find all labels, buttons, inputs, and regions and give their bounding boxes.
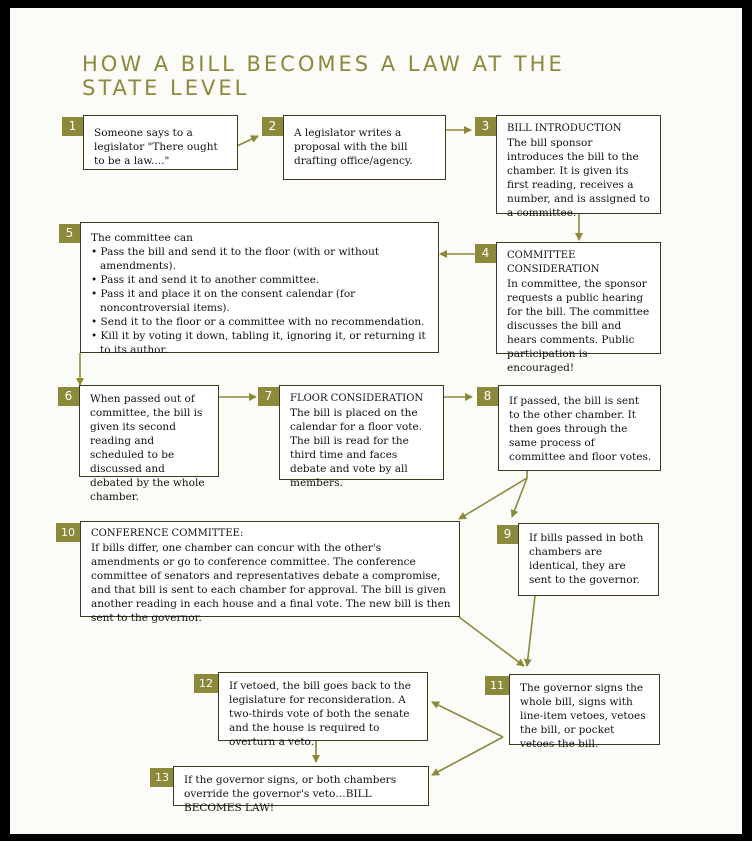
step-1-box (83, 115, 238, 170)
step-7-box (279, 385, 444, 489)
step-2-box (283, 115, 446, 180)
step-8-box (498, 385, 661, 471)
step-1-number: 1 (62, 117, 83, 136)
step-9-number: 9 (497, 525, 518, 544)
step-13-box (173, 766, 429, 814)
step-12-text: If vetoed, the bill goes back to the legislature for reconsideration. A two-thirds vote of both the senate and the house is required to overturn a veto. (229, 680, 411, 748)
step-6-box (79, 385, 219, 503)
step-10-heading: CONFERENCE COMMITTEE: (91, 528, 244, 539)
step-6-text: When passed out of committee, the bill is given its second reading and scheduled to be discussed and debated by the whole chamber. (90, 393, 205, 503)
step-1-text: Someone says to a legislator "There ought to be a law...." (94, 127, 218, 167)
step-12-number: 12 (194, 674, 218, 693)
step-4-heading: COMMITTEE CONSIDERATION (507, 250, 600, 275)
step-3-heading: BILL INTRODUCTION (507, 123, 622, 134)
step-4-text: In committee, the sponsor requests a public hearing for the bill. The committee discusses the bill and hears comments. Public participation is encouraged! (507, 278, 650, 374)
step-5-number: 5 (59, 224, 80, 243)
step-13-number: 13 (150, 768, 174, 787)
step-8-text: If passed, the bill is sent to the other chamber. It then goes through the same process of committee and floor votes. (509, 395, 652, 463)
step-9-text: If bills passed in both chambers are identical, they are sent to the governor. (529, 532, 644, 586)
step-8-number: 8 (477, 387, 498, 406)
step-13-text: If the governor signs, or both chambers override the governor's veto…BILL BECOMES LAW! (184, 774, 397, 814)
step-10-number: 10 (56, 523, 80, 542)
step-3-text: The bill sponsor introduces the bill to the chamber. It is given its first reading, receives a number, and is assigned to a committee. (507, 137, 650, 219)
arrow-8-to-10 (459, 478, 527, 519)
step-4-number: 4 (475, 244, 496, 263)
arrow-1-to-2 (237, 136, 258, 146)
step-5-option: • Pass the bill and send it to the floor (with or without amendments). (91, 245, 430, 273)
arrow-11-to-13 (432, 737, 503, 775)
step-10-text: If bills differ, one chamber can concur with the other's amendments or go to conference committee. The conference committee of senators and representatives debate a compromise, and that bill is sent to each chamber for approval. The bill is given another reading in each house and a final vote. The new bill is then sent to the governor. (91, 542, 451, 624)
step-7-number: 7 (258, 387, 279, 406)
arrow-10-to-11 (459, 617, 524, 666)
step-5-intro: The committee can (91, 232, 193, 244)
step-5-option: • Send it to the floor or a committee with no recommendation. (91, 315, 430, 329)
step-11-number: 11 (485, 676, 509, 695)
step-5-options (91, 245, 430, 357)
step-7-text: The bill is placed on the calendar for a floor vote. The bill is read for the third time and faces debate and vote by all members. (290, 407, 423, 489)
arrow-9-to-11 (527, 596, 535, 666)
step-5-option: • Pass it and send it to another committee. (91, 273, 430, 287)
step-3-box (496, 115, 661, 219)
step-9-box (518, 523, 659, 596)
step-11-text: The governor signs the whole bill, signs with line-item vetoes, vetoes the bill, or pocket vetoes the bill. (520, 682, 646, 750)
arrow-8-to-9 (512, 478, 527, 517)
step-5-option: • Kill it by voting it down, tabling it, ignoring it, or returning it to its author. (91, 329, 430, 357)
step-6-number: 6 (58, 387, 79, 406)
step-12-box (218, 672, 428, 748)
step-3-number: 3 (475, 117, 496, 136)
step-5-box (80, 222, 439, 356)
step-10-box (80, 521, 460, 624)
step-4-box (496, 242, 661, 374)
step-5-option: • Pass it and place it on the consent calendar (for noncontroversial items). (91, 287, 430, 315)
step-11-box (509, 674, 660, 750)
step-7-heading: FLOOR CONSIDERATION (290, 393, 424, 404)
title-line-1: HOW A BILL BECOMES A LAW AT THE (82, 52, 565, 76)
arrow-11-to-12 (432, 702, 503, 737)
step-2-number: 2 (262, 117, 283, 136)
step-2-text: A legislator writes a proposal with the bill drafting office/agency. (294, 127, 413, 167)
title-line-2: STATE LEVEL (82, 76, 250, 100)
